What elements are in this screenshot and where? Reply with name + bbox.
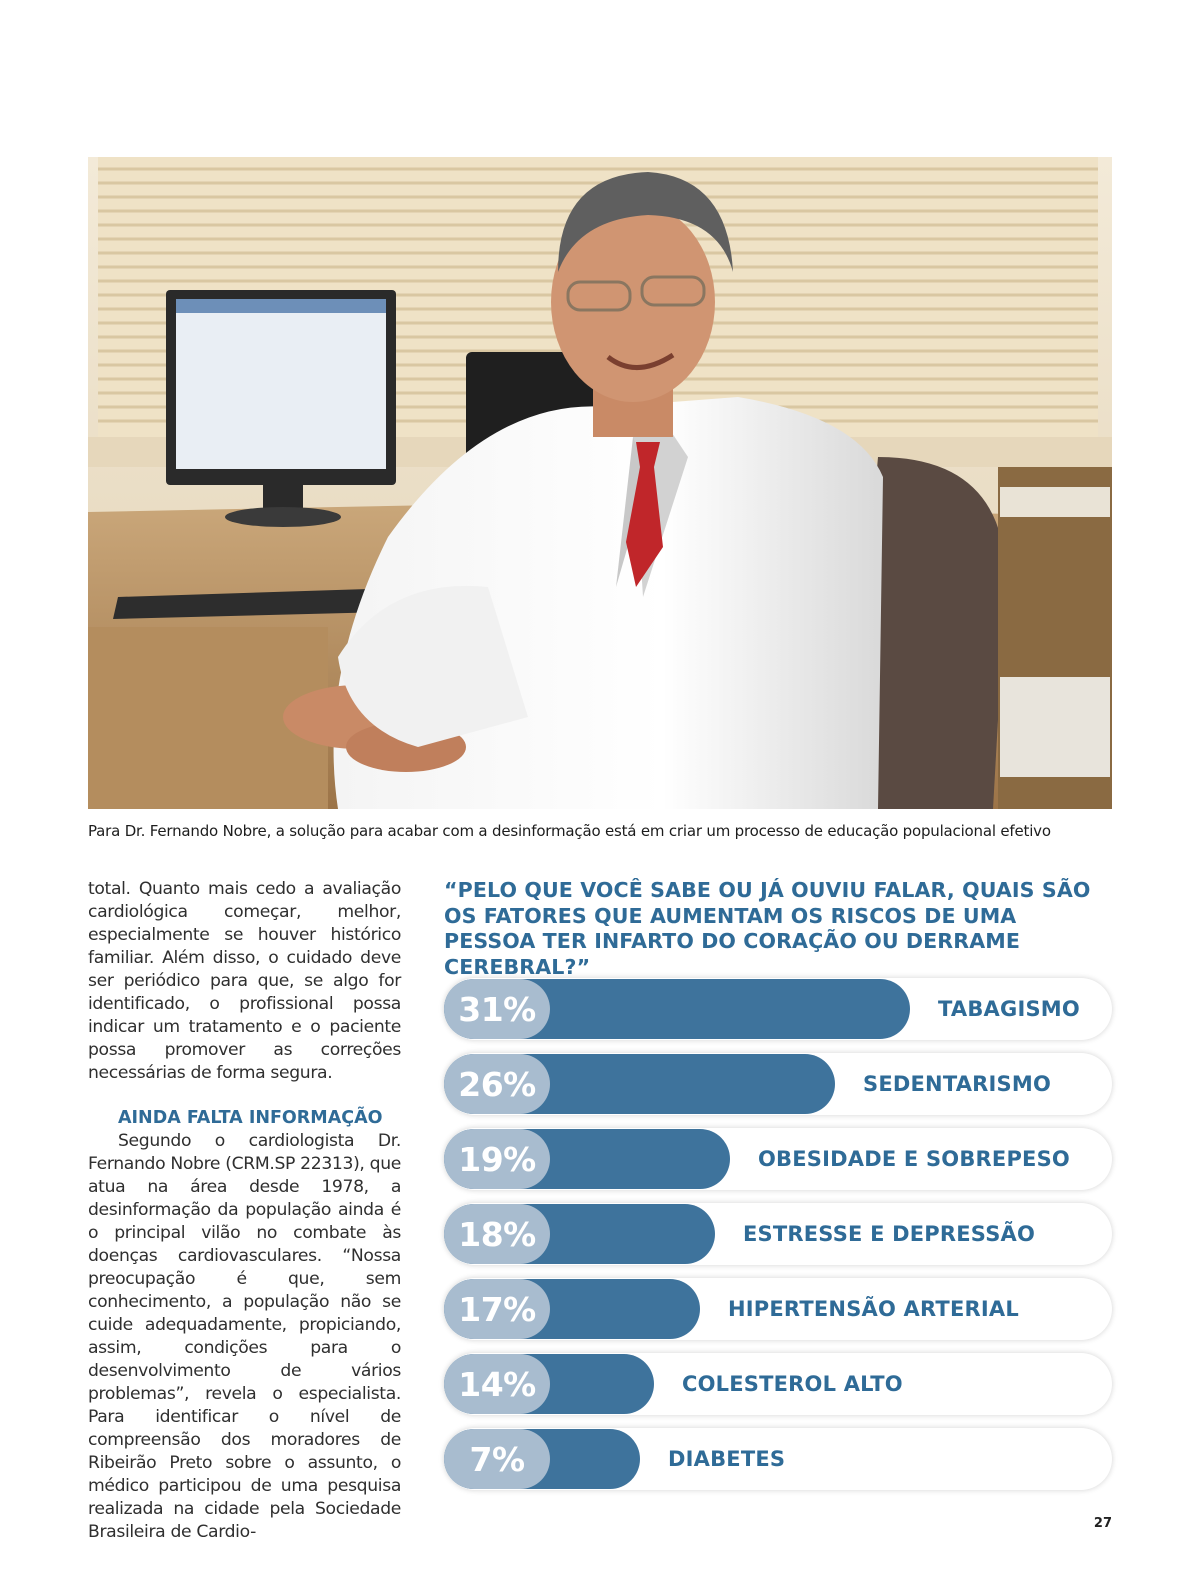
category-label: ESTRESSE E DEPRESSÃO xyxy=(743,1222,1036,1246)
chart-row xyxy=(444,1278,1112,1340)
article-paragraph: total. Quanto mais cedo a avaliação cardiológica começar, melhor, especialmente se houver histórico familiar. Além disso, o cuidado deve ser periódico para que, se algo for identificado, o profissional possa indicar um tratamento e o paciente possa promover as correções necessárias de forma segura. xyxy=(88,879,401,1083)
section-heading: AINDA FALTA INFORMAÇÃO xyxy=(118,1108,383,1128)
category-label: OBESIDADE E SOBREPESO xyxy=(758,1147,1070,1171)
bar-value-label: 26% xyxy=(444,1054,550,1114)
bar-value-label: 31% xyxy=(444,979,550,1039)
bar-value-label: 18% xyxy=(444,1204,550,1264)
chart-row xyxy=(444,1353,1112,1415)
article-column xyxy=(88,878,401,1544)
category-label: DIABETES xyxy=(668,1447,786,1471)
chart-row xyxy=(444,978,1112,1040)
bar-chart xyxy=(444,978,1112,1498)
photo-caption: Para Dr. Fernando Nobre, a solução para acabar com a desinformação está em criar um processo de educação populacional efetivo xyxy=(88,822,1051,840)
page-number: 27 xyxy=(1093,1516,1112,1531)
chart-row xyxy=(444,1053,1112,1115)
category-label: SEDENTARISMO xyxy=(863,1072,1052,1096)
bar-value-label: 7% xyxy=(444,1429,550,1489)
category-label: COLESTEROL ALTO xyxy=(682,1372,903,1396)
chart-row xyxy=(444,1428,1112,1490)
bar-value-label: 14% xyxy=(444,1354,550,1414)
portrait-photo-icon xyxy=(88,157,1112,809)
doctor-photo xyxy=(88,157,1112,809)
chart-row xyxy=(444,1203,1112,1265)
chart-row xyxy=(444,1128,1112,1190)
bar-value-label: 19% xyxy=(444,1129,550,1189)
article-paragraph: Segundo o cardiologista Dr. Fernando Nobre (CRM.SP 22313), que atua na área desde 1978, a desinformação da população ainda é o principal vilão no combate às doenças cardiovasculares. “Nossa preocupação é que, sem conhecimento, a população não se cuide adequadamente, propiciando, assim, condições para o desenvolvimento de vários problemas”, revela o especialista. Para identificar o nível de compreensão dos moradores de Ribeirão Preto sobre o assunto, o médico participou de uma pesquisa realizada na cidade pela Sociedade Brasileira de Cardio- xyxy=(88,1131,401,1542)
category-label: TABAGISMO xyxy=(938,997,1080,1021)
category-label: HIPERTENSÃO ARTERIAL xyxy=(728,1297,1019,1321)
chart-title: “PELO QUE VOCÊ SABE OU JÁ OUVIU FALAR, QUAIS SÃO OS FATORES QUE AUMENTAM OS RISCOS DE UMA PESSOA TER INFARTO DO CORAÇÃO OU DERRAME CEREBRAL?” xyxy=(444,878,1091,979)
bar-value-label: 17% xyxy=(444,1279,550,1339)
